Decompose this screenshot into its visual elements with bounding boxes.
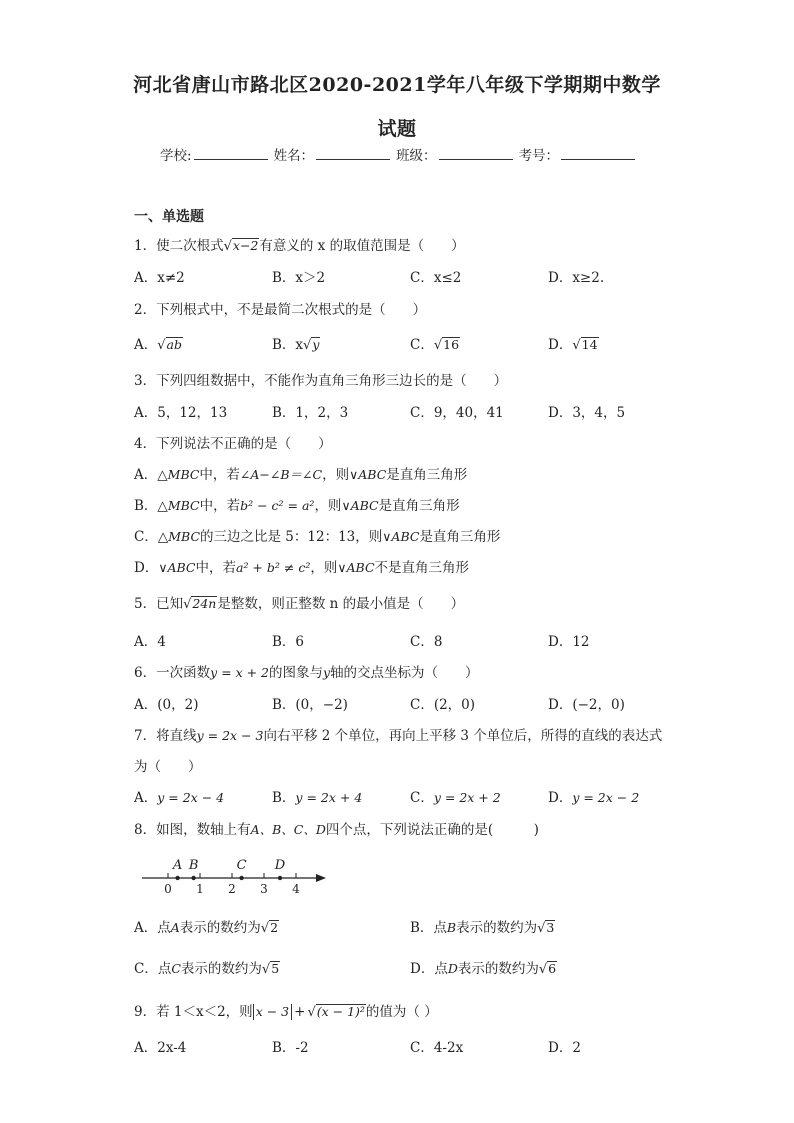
q8-a-mid: 表示的数约为 — [179, 920, 261, 936]
name-blank[interactable] — [316, 145, 390, 160]
student-info-row — [160, 144, 641, 164]
q4-a-triangle: △ — [157, 467, 168, 483]
q7-d-expr: y = 2x − 2 — [572, 790, 640, 805]
question-2: 2．下列根式中，不是最简二次根式的是（ ） — [134, 302, 427, 318]
question-3: 3．下列四组数据中，不能作为直角三角形三边长的是（ ） — [134, 373, 508, 389]
question-7 — [134, 724, 662, 744]
q8-option-a[interactable] — [134, 916, 279, 936]
question-4: 4．下列说法不正确的是（ ） — [134, 436, 332, 452]
q2-b-label: B． — [272, 337, 296, 353]
q8-points: A、B、C、D — [250, 822, 326, 837]
school-field[interactable] — [160, 144, 268, 164]
point-C — [239, 876, 243, 880]
q8-option-c[interactable] — [134, 957, 280, 977]
sqrt-icon: √ — [183, 597, 192, 612]
name-label: 姓名： — [273, 148, 315, 164]
q2-a-label: A． — [134, 337, 158, 353]
q1-option-c[interactable]: C．x≤2 — [410, 270, 462, 286]
name-field[interactable] — [274, 144, 391, 164]
q8-option-d[interactable] — [410, 957, 557, 977]
exam-title-line1: 河北省唐山市路北区2020-2021学年八年级下学期期中数学 — [133, 74, 661, 96]
tick-label-4: 4 — [292, 882, 300, 896]
q4-d-t4: 不是直角三角形 — [374, 560, 470, 576]
q2-option-a[interactable] — [134, 333, 183, 353]
q2-b-pre: x — [295, 337, 304, 353]
class-field[interactable] — [396, 144, 513, 164]
q8-b-pt: B — [446, 920, 457, 935]
q5-option-b[interactable]: B．6 — [272, 634, 305, 650]
q4-a-t3: ，则 — [322, 467, 350, 483]
q6-pre: 6．一次函数 — [134, 665, 211, 681]
q4-c-label: C． — [134, 529, 158, 545]
sqrt-icon: √ — [572, 338, 581, 353]
q4-option-b[interactable] — [134, 494, 460, 514]
q2-d-radicand: 14 — [581, 337, 598, 352]
q6-option-a[interactable]: A．(0，2) — [134, 697, 199, 713]
question-8 — [134, 818, 539, 838]
q7-option-a[interactable] — [134, 786, 224, 806]
q6-option-d[interactable]: D．(−2，0) — [548, 697, 625, 713]
q4-a-label: A． — [134, 467, 158, 483]
q2-d-label: D． — [548, 337, 573, 353]
q8-b-mid: 表示的数约为 — [456, 920, 538, 936]
q4-b-m3: ∨ABC — [341, 498, 379, 513]
q5-option-a[interactable]: A．4 — [134, 634, 166, 650]
q3-option-b[interactable]: B．1，2，3 — [272, 405, 349, 421]
tick-label-0: 0 — [164, 882, 172, 896]
sqrt-icon: √ — [157, 338, 166, 353]
q8-option-b[interactable] — [410, 916, 555, 936]
q7-expr: y = 2x − 3 — [196, 728, 264, 743]
q2-a-radicand: ab — [166, 337, 183, 352]
sqrt-icon: √ — [433, 338, 443, 353]
q7-d-label: D． — [548, 790, 573, 806]
q7-c-expr: y = 2x + 2 — [433, 790, 501, 805]
sqrt-icon: √ — [538, 962, 548, 977]
sqrt-icon: √ — [261, 962, 271, 977]
q4-b-label: B． — [134, 498, 158, 514]
sqrt-icon: √ — [307, 1005, 316, 1020]
q1-option-a[interactable]: A．x≠2 — [134, 270, 185, 286]
q6-option-c[interactable]: C．(2，0) — [410, 697, 476, 713]
q4-a-t4: 是直角三角形 — [386, 467, 468, 483]
q4-option-c[interactable] — [134, 525, 500, 545]
q3-option-c[interactable]: C．9，40，41 — [410, 405, 504, 421]
arrow-right-icon — [316, 874, 326, 882]
q7-c-label: C． — [410, 790, 434, 806]
q2-option-d[interactable] — [548, 333, 599, 353]
number-field[interactable] — [519, 144, 636, 164]
q5-option-d[interactable]: D．12 — [548, 634, 590, 650]
q4-b-m2: b² − c² = a² — [240, 498, 315, 513]
q4-d-t2: 中，若 — [195, 560, 236, 576]
q8-d-radicand: 6 — [548, 961, 557, 976]
q7-a-expr: y = 2x − 4 — [157, 790, 225, 805]
sqrt-icon: √ — [223, 239, 232, 254]
sqrt-icon: √ — [537, 921, 546, 936]
point-label-D: D — [274, 858, 286, 873]
school-label: 学校: — [160, 148, 192, 164]
q4-c-t4: 是直角三角形 — [419, 529, 501, 545]
q5-pre: 5．已知 — [134, 596, 184, 612]
q1-option-d[interactable]: D．x≥2. — [548, 270, 605, 286]
q4-option-d[interactable] — [134, 556, 469, 576]
number-line-figure — [140, 848, 330, 896]
q9-abs — [253, 1004, 292, 1020]
q2-option-c[interactable] — [410, 333, 460, 353]
class-label: 班级： — [396, 148, 437, 164]
point-label-A: A — [172, 858, 183, 873]
point-A — [175, 876, 179, 880]
q9-option-b[interactable]: B．-2 — [272, 1040, 309, 1056]
q6-var: y — [323, 665, 331, 680]
q4-c-m3: ∨ABC — [382, 529, 420, 544]
point-B — [191, 876, 195, 880]
q8-a-label: A．点 — [134, 920, 171, 936]
tick-label-1: 1 — [196, 882, 204, 896]
q4-b-triangle: △ — [157, 498, 168, 514]
q8-b-radicand: 3 — [546, 920, 555, 935]
q4-d-m0: ∨ABC — [158, 560, 196, 575]
q4-b-t4: 是直角三角形 — [378, 498, 460, 514]
q9-option-a[interactable]: A．2x-4 — [134, 1040, 187, 1056]
q6-expr: y = x + 2 — [210, 665, 269, 680]
q8-b-label: B．点 — [410, 920, 447, 936]
question-1 — [134, 234, 465, 254]
q9-option-d[interactable]: D．2 — [548, 1040, 581, 1056]
q2-option-b[interactable] — [272, 333, 320, 353]
q7-option-d[interactable] — [548, 786, 639, 806]
q8-d-pt: D — [447, 961, 458, 976]
number-blank[interactable] — [561, 145, 635, 160]
q3-option-d[interactable]: D．3，4，5 — [548, 405, 626, 421]
q4-c-triangle: △ — [157, 529, 169, 545]
q9-plus: + — [294, 1004, 306, 1020]
point-D — [278, 876, 282, 880]
q8-a-radicand: 2 — [270, 920, 279, 935]
q8-post: 四个点，下列说法正确的是( ) — [325, 822, 539, 838]
q8-c-radicand: 5 — [271, 961, 280, 976]
q1-radicand: x−2 — [232, 238, 259, 253]
sqrt-icon: √ — [303, 338, 312, 353]
q4-a-m3: ∨ABC — [349, 467, 387, 482]
q4-c-m1: MBC — [168, 529, 201, 544]
q4-a-m2: ∠A−∠B＝∠C — [239, 467, 323, 482]
q7-post: 向右平移 2 个单位，再向上平移 3 个单位后，所得的直线的表达式 — [263, 728, 663, 744]
q1-option-b[interactable]: B．x＞2 — [272, 270, 326, 286]
point-label-C: C — [236, 858, 247, 873]
q4-option-a[interactable] — [134, 463, 467, 483]
q5-post: 是整数，则正整数 n 的最小值是（ ） — [217, 596, 465, 612]
q7-line2: 为（ ） — [134, 759, 202, 775]
class-blank[interactable] — [439, 145, 513, 160]
q1-pre: 1．使二次根式 — [134, 238, 224, 254]
q2-c-label: C． — [410, 337, 434, 353]
q9-radicand: (x − 1)² — [316, 1004, 365, 1019]
exam-title-line2: 试题 — [377, 118, 417, 140]
q4-b-t2: 中，若 — [199, 498, 241, 514]
q8-c-pt: C — [171, 961, 181, 976]
q9-option-c[interactable]: C．4-2x — [410, 1040, 464, 1056]
q4-d-label: D． — [134, 560, 159, 576]
q9-post: 的值为（ ） — [365, 1004, 438, 1020]
q7-option-c[interactable] — [410, 786, 501, 806]
q1-post: 有意义的 x 的取值范围是（ ） — [259, 238, 465, 254]
q7-b-label: B． — [272, 790, 296, 806]
question-5 — [134, 592, 464, 612]
q8-pre: 8．如图，数轴上有 — [134, 822, 251, 838]
q7-option-b[interactable] — [272, 786, 362, 806]
q4-a-t2: 中，若 — [199, 467, 240, 483]
point-label-B: B — [188, 858, 199, 873]
tick-label-3: 3 — [260, 882, 268, 896]
q4-c-t2: 的三边之比是 5：12：13，则 — [200, 529, 383, 545]
q4-b-t3: ，则 — [314, 498, 342, 514]
q6-option-b[interactable]: B．(0，−2) — [272, 697, 348, 713]
q8-d-mid: 表示的数约为 — [457, 961, 539, 977]
q9-abs-expr: x − 3 — [255, 1004, 290, 1019]
q7-pre: 7．将直线 — [134, 728, 197, 744]
q5-radicand: 24n — [192, 596, 217, 611]
q2-b-radicand: y — [312, 337, 320, 352]
q4-d-m3: ∨ABC — [337, 560, 375, 575]
q9-pre: 9．若 1＜x＜2，则 — [134, 1004, 253, 1020]
q8-d-label: D．点 — [410, 961, 448, 977]
section-title: 一、单选题 — [134, 209, 204, 225]
q6-post: 轴的交点坐标为（ ） — [330, 665, 479, 681]
q6-mid: 的图象与 — [269, 665, 323, 681]
number-label: 考号： — [518, 148, 560, 164]
q4-d-m2: a² + b² ≠ c² — [236, 560, 311, 575]
q7-a-label: A． — [134, 790, 158, 806]
q4-a-m1: MBC — [167, 467, 200, 482]
q7-b-expr: y = 2x + 4 — [295, 790, 363, 805]
q8-c-mid: 表示的数约为 — [180, 961, 262, 977]
sqrt-icon: √ — [260, 921, 270, 936]
q4-b-m1: MBC — [167, 498, 200, 513]
q8-a-pt: A — [170, 920, 180, 935]
q3-option-a[interactable]: A．5，12，13 — [134, 405, 228, 421]
question-6 — [134, 661, 479, 681]
q4-d-t3: ，则 — [310, 560, 338, 576]
tick-label-2: 2 — [228, 882, 236, 896]
q8-c-label: C．点 — [134, 961, 172, 977]
q2-c-radicand: 16 — [443, 337, 460, 352]
question-9 — [134, 1000, 438, 1020]
q5-option-c[interactable]: C．8 — [410, 634, 443, 650]
school-blank[interactable] — [194, 145, 268, 160]
